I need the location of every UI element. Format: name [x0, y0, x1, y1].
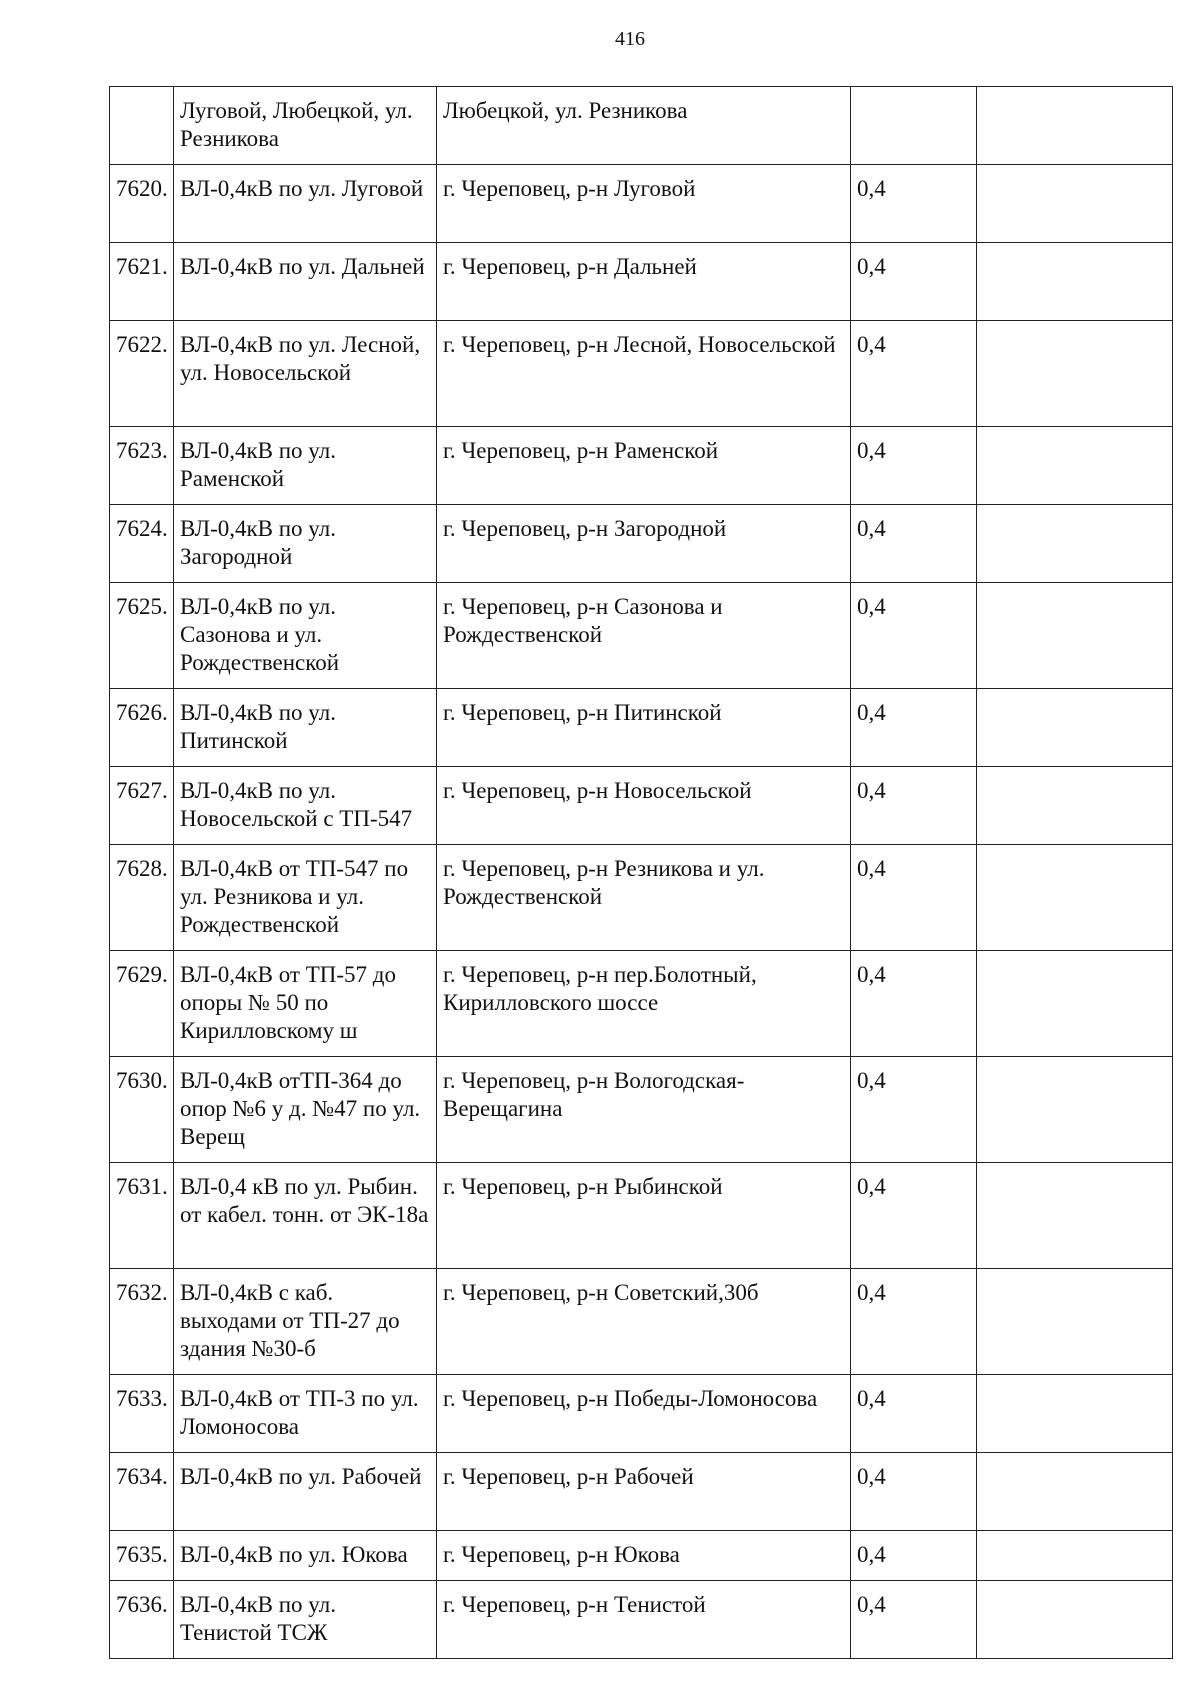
object-name: ВЛ-0,4кВ по ул. Питинской	[174, 689, 437, 767]
extra-cell	[977, 165, 1173, 243]
page-number: 416	[615, 28, 645, 50]
row-number: 7626.	[110, 689, 174, 767]
object-name: ВЛ-0,4кВ с каб. выходами от ТП-27 до здания №30-б	[174, 1269, 437, 1375]
table-row	[110, 1163, 1173, 1269]
table-row	[110, 583, 1173, 689]
row-number: 7632.	[110, 1269, 174, 1375]
object-location: г. Череповец, р-н Вологодская-Верещагина	[437, 1057, 851, 1163]
extra-cell	[977, 1269, 1173, 1375]
table-row	[110, 87, 1173, 165]
voltage: 0,4	[851, 1375, 977, 1453]
voltage: 0,4	[851, 1531, 977, 1581]
table-row	[110, 505, 1173, 583]
row-number: 7623.	[110, 427, 174, 505]
object-location: г. Череповец, р-н Луговой	[437, 165, 851, 243]
voltage	[851, 87, 977, 165]
row-number: 7622.	[110, 321, 174, 427]
object-name: ВЛ-0,4кВ по ул. Тенистой ТСЖ	[174, 1581, 437, 1659]
extra-cell	[977, 321, 1173, 427]
object-name: ВЛ-0,4кВ по ул. Луговой	[174, 165, 437, 243]
extra-cell	[977, 951, 1173, 1057]
extra-cell	[977, 1375, 1173, 1453]
object-name: ВЛ-0,4 кВ по ул. Рыбин. от кабел. тонн. от ЭК-18а	[174, 1163, 437, 1269]
row-number: 7633.	[110, 1375, 174, 1453]
row-number: 7628.	[110, 845, 174, 951]
table-row	[110, 1375, 1173, 1453]
voltage: 0,4	[851, 583, 977, 689]
row-number: 7629.	[110, 951, 174, 1057]
voltage: 0,4	[851, 951, 977, 1057]
voltage: 0,4	[851, 767, 977, 845]
table-row	[110, 845, 1173, 951]
object-name: ВЛ-0,4кВ по ул. Лесной, ул. Новосельской	[174, 321, 437, 427]
row-number: 7625.	[110, 583, 174, 689]
extra-cell	[977, 1453, 1173, 1531]
voltage: 0,4	[851, 243, 977, 321]
registry-table-body	[110, 87, 1173, 1659]
object-name: ВЛ-0,4кВ от ТП-3 по ул. Ломоносова	[174, 1375, 437, 1453]
table-row	[110, 1453, 1173, 1531]
extra-cell	[977, 1057, 1173, 1163]
extra-cell	[977, 1581, 1173, 1659]
table-row	[110, 689, 1173, 767]
voltage: 0,4	[851, 1057, 977, 1163]
table-row	[110, 243, 1173, 321]
voltage: 0,4	[851, 321, 977, 427]
voltage: 0,4	[851, 165, 977, 243]
object-name: ВЛ-0,4кВ по ул. Сазонова и ул. Рождественской	[174, 583, 437, 689]
voltage: 0,4	[851, 689, 977, 767]
row-number: 7627.	[110, 767, 174, 845]
voltage: 0,4	[851, 427, 977, 505]
extra-cell	[977, 87, 1173, 165]
object-location: г. Череповец, р-н Резникова и ул. Рождественской	[437, 845, 851, 951]
extra-cell	[977, 505, 1173, 583]
object-location: г. Череповец, р-н Раменской	[437, 427, 851, 505]
object-location: г. Череповец, р-н Советский,30б	[437, 1269, 851, 1375]
object-location: г. Череповец, р-н Рабочей	[437, 1453, 851, 1531]
object-location: г. Череповец, р-н Загородной	[437, 505, 851, 583]
table-row	[110, 1269, 1173, 1375]
extra-cell	[977, 583, 1173, 689]
object-location: г. Череповец, р-н Лесной, Новосельской	[437, 321, 851, 427]
table-row	[110, 951, 1173, 1057]
row-number: 7621.	[110, 243, 174, 321]
table-row	[110, 321, 1173, 427]
table-row	[110, 427, 1173, 505]
table-row	[110, 1531, 1173, 1581]
object-name: ВЛ-0,4кВ отТП-364 до опор №6 у д. №47 по ул. Верещ	[174, 1057, 437, 1163]
object-location: г. Череповец, р-н Питинской	[437, 689, 851, 767]
object-name: ВЛ-0,4кВ по ул. Раменской	[174, 427, 437, 505]
voltage: 0,4	[851, 1581, 977, 1659]
object-location: г. Череповец, р-н пер.Болотный, Кирилловского шоссе	[437, 951, 851, 1057]
object-location: г. Череповец, р-н Тенистой	[437, 1581, 851, 1659]
object-name: ВЛ-0,4кВ по ул. Загородной	[174, 505, 437, 583]
extra-cell	[977, 845, 1173, 951]
object-name: ВЛ-0,4кВ по ул. Дальней	[174, 243, 437, 321]
extra-cell	[977, 767, 1173, 845]
voltage: 0,4	[851, 1453, 977, 1531]
object-name: ВЛ-0,4кВ по ул. Юкова	[174, 1531, 437, 1581]
voltage: 0,4	[851, 1269, 977, 1375]
object-location: г. Череповец, р-н Рыбинской	[437, 1163, 851, 1269]
object-location: г. Череповец, р-н Дальней	[437, 243, 851, 321]
table-row	[110, 1581, 1173, 1659]
object-location: г. Череповец, р-н Победы-Ломоносова	[437, 1375, 851, 1453]
voltage: 0,4	[851, 845, 977, 951]
object-location: г. Череповец, р-н Юкова	[437, 1531, 851, 1581]
extra-cell	[977, 1163, 1173, 1269]
registry-table	[109, 86, 1173, 1659]
extra-cell	[977, 427, 1173, 505]
object-location: Любецкой, ул. Резникова	[437, 87, 851, 165]
voltage: 0,4	[851, 505, 977, 583]
voltage: 0,4	[851, 1163, 977, 1269]
extra-cell	[977, 1531, 1173, 1581]
object-name: ВЛ-0,4кВ от ТП-57 до опоры № 50 по Кирилловскому ш	[174, 951, 437, 1057]
table-row	[110, 1057, 1173, 1163]
table-row	[110, 165, 1173, 243]
object-name: ВЛ-0,4кВ от ТП-547 по ул. Резникова и ул. Рождественской	[174, 845, 437, 951]
extra-cell	[977, 689, 1173, 767]
object-name: Луговой, Любецкой, ул. Резникова	[174, 87, 437, 165]
object-name: ВЛ-0,4кВ по ул. Рабочей	[174, 1453, 437, 1531]
row-number: 7620.	[110, 165, 174, 243]
row-number: 7624.	[110, 505, 174, 583]
row-number: 7630.	[110, 1057, 174, 1163]
table-row	[110, 767, 1173, 845]
row-number: 7631.	[110, 1163, 174, 1269]
object-location: г. Череповец, р-н Сазонова и Рождественской	[437, 583, 851, 689]
row-number: 7635.	[110, 1531, 174, 1581]
row-number: 7636.	[110, 1581, 174, 1659]
row-number	[110, 87, 174, 165]
row-number: 7634.	[110, 1453, 174, 1531]
extra-cell	[977, 243, 1173, 321]
object-location: г. Череповец, р-н Новосельской	[437, 767, 851, 845]
object-name: ВЛ-0,4кВ по ул. Новосельской с ТП-547	[174, 767, 437, 845]
